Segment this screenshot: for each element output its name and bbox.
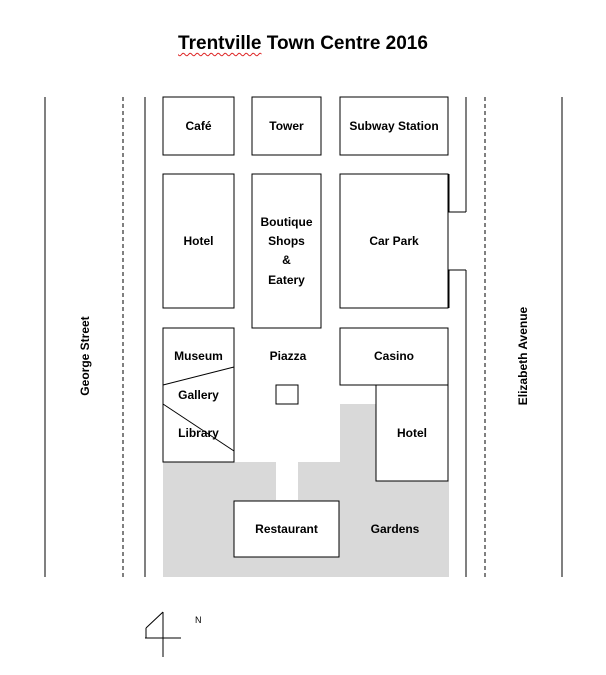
library-label: Library (178, 426, 219, 440)
piazza-feature (276, 385, 298, 404)
cafe-label: Café (185, 119, 212, 133)
gallery-label: Gallery (178, 388, 219, 402)
boutique-label-4: Eatery (268, 273, 305, 287)
boutique-label-2: Shops (268, 234, 305, 248)
compass-icon (145, 612, 181, 657)
title-place: Trentville (178, 33, 262, 54)
restaurant-label: Restaurant (255, 522, 318, 536)
subway-station-label: Subway Station (349, 119, 439, 133)
car-park-label: Car Park (369, 234, 419, 248)
hotel-west-label: Hotel (183, 234, 214, 248)
boutique-label-1: Boutique (260, 215, 313, 229)
george-street-label: George Street (78, 316, 92, 396)
car-park-entrance-top (449, 174, 466, 212)
museum-label: Museum (174, 349, 223, 363)
boutique-label-3: & (282, 253, 291, 267)
tower-label: Tower (269, 119, 304, 133)
gardens-label: Gardens (370, 522, 420, 536)
piazza-label: Piazza (269, 349, 307, 363)
title-rest: Town Centre 2016 (261, 33, 428, 54)
hotel-east-label: Hotel (397, 426, 427, 440)
boutique-building (252, 174, 321, 328)
casino-label: Casino (373, 349, 414, 363)
elizabeth-avenue-label: Elizabeth Avenue (516, 306, 530, 406)
car-park-entrance-bottom (449, 270, 466, 308)
compass-north-label: N (195, 615, 202, 625)
